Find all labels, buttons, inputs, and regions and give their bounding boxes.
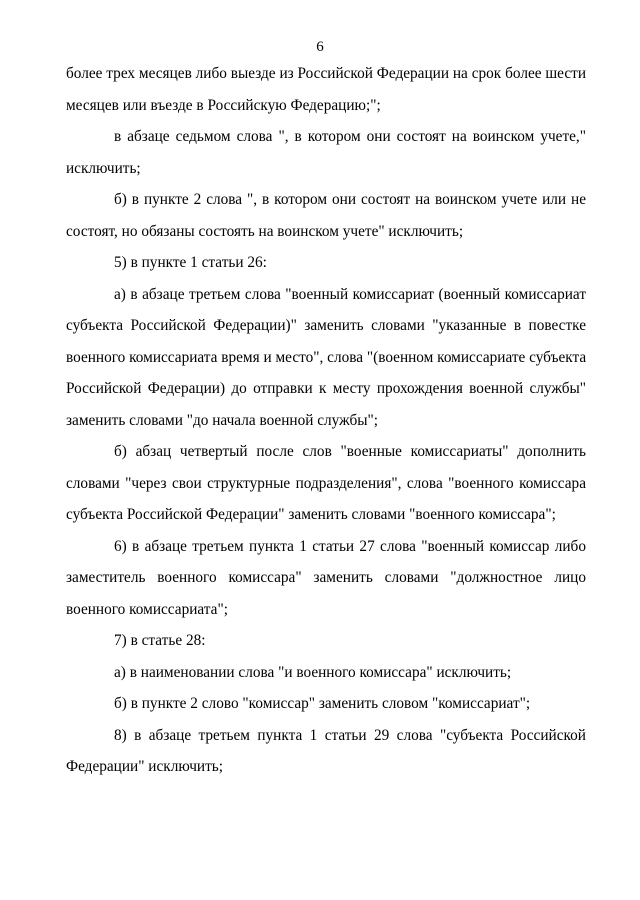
text-line: а) в наименовании слова "и военного комиссара" исключить; bbox=[114, 663, 512, 681]
text-line: словами "через свои структурные подразделения", слова "военного комиссара bbox=[66, 474, 586, 492]
paragraph bbox=[66, 279, 586, 437]
paragraph bbox=[66, 657, 586, 689]
text-line: исключить; bbox=[66, 159, 141, 177]
text-line: Федерации" исключить; bbox=[66, 758, 223, 775]
text-line: 7) в статье 28: bbox=[114, 632, 206, 649]
text-line: б) в пункте 2 слово "комиссар" заменить словом "комиссариат"; bbox=[114, 695, 531, 712]
paragraph bbox=[66, 625, 586, 657]
text-line: военного комиссариата время и место", слова "(военном комиссариате субъекта bbox=[66, 348, 587, 366]
text-line: б) абзац четвертый после слов "военные комиссариаты" дополнить bbox=[114, 443, 586, 460]
paragraph bbox=[66, 531, 586, 626]
paragraph bbox=[66, 247, 586, 279]
text-line: б) в пункте 2 слова ", в котором они состоят на воинском учете или не bbox=[114, 191, 586, 208]
text-line: Российской Федерации) до отправки к месту прохождения военной службы" bbox=[66, 380, 586, 397]
paragraph bbox=[66, 121, 586, 184]
page-number: 6 bbox=[316, 39, 324, 55]
paragraph bbox=[66, 184, 586, 247]
text-line: месяцев или въезде в Российскую Федерацию;"; bbox=[66, 96, 381, 114]
text-line: заменить словами "до начала военной службы"; bbox=[66, 411, 379, 429]
text-line: в абзаце седьмом слова ", в котором они состоят на воинском учете," bbox=[114, 128, 586, 145]
document-body bbox=[66, 58, 586, 783]
paragraph bbox=[66, 688, 586, 720]
text-line: военного комиссариата"; bbox=[66, 600, 228, 618]
text-line: субъекта Российской Федерации)" заменить словами "указанные в повестке bbox=[66, 317, 586, 334]
paragraph bbox=[66, 58, 586, 121]
paragraph bbox=[66, 720, 586, 783]
text-line: 8) в абзаце третьем пункта 1 статьи 29 слова "субъекта Российской bbox=[114, 726, 586, 744]
paragraph bbox=[66, 436, 586, 531]
text-line: 6) в абзаце третьем пункта 1 статьи 27 слова "военный комиссар либо bbox=[114, 537, 586, 555]
text-line: субъекта Российской Федерации" заменить словами "военного комиссара"; bbox=[66, 506, 556, 523]
text-line: заместитель военного комиссара" заменить словами "должностное лицо bbox=[66, 569, 586, 586]
text-line: а) в абзаце третьем слова "военный комиссариат (военный комиссариат bbox=[114, 285, 586, 303]
text-line: более трех месяцев либо выезде из Российской Федерации на срок более шести bbox=[66, 65, 586, 82]
text-line: 5) в пункте 1 статьи 26: bbox=[114, 254, 267, 271]
text-line: состоят, но обязаны состоять на воинском учете" исключить; bbox=[66, 222, 464, 240]
